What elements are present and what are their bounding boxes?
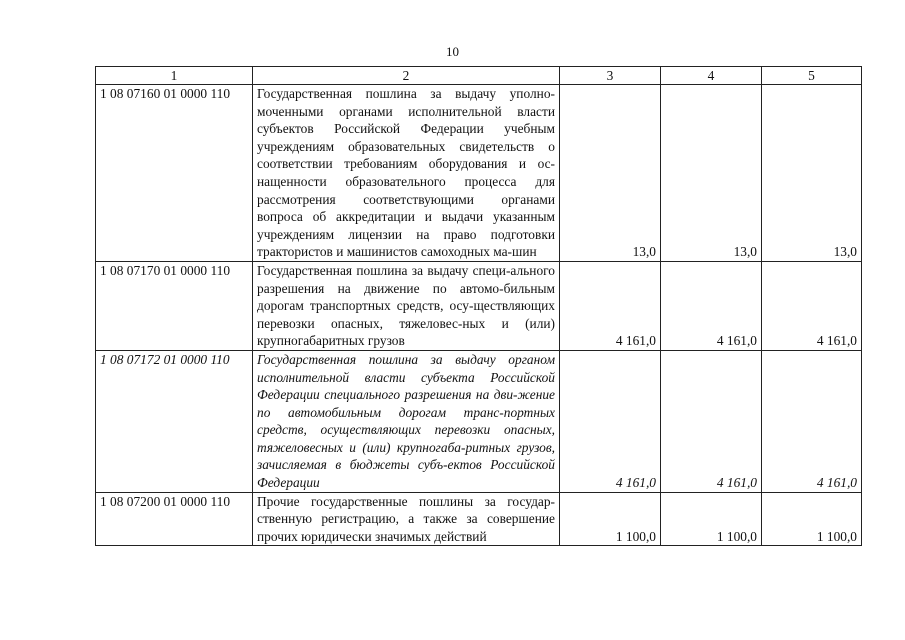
table-row [96, 492, 862, 546]
budget-code: 1 08 07172 01 0000 110 [96, 350, 253, 492]
revenue-name: Государственная пошлина за выдачу органом исполнительной власти субъекта Российской Федерации специального разрешения на дви-жение по автомобильным дорогам транс-портных средств, осуществляющих перевозки опасных, тяжеловесных и (или) крупногаба-ритных грузов, зачисляемая в бюджеты субъ-ектов Российской Федерации [253, 350, 560, 492]
revenue-name: Государственная пошлина за выдачу уполно-моченными органами исполнительной власти субъектов Российской Федерации учебным учреждениям образовательных свидетельств о соответствии требованиям оборудования и ос-нащенности образовательного процесса для рассмотрения соответствующими органами вопроса об аккредитации и выдачи указанным учреждениям лицензии на право подготовки трактористов и машинистов самоходных ма-шин [253, 85, 560, 262]
column-header-1: 1 [96, 67, 253, 85]
budget-code: 1 08 07160 01 0000 110 [96, 85, 253, 262]
table-row [96, 350, 862, 492]
column-header-5: 5 [762, 67, 862, 85]
amount-col3: 4 161,0 [560, 350, 661, 492]
amount-col5: 1 100,0 [762, 492, 862, 546]
amount-col4: 4 161,0 [661, 261, 762, 350]
budget-code: 1 08 07170 01 0000 110 [96, 261, 253, 350]
amount-col3: 4 161,0 [560, 261, 661, 350]
amount-col5: 13,0 [762, 85, 862, 262]
column-header-2: 2 [253, 67, 560, 85]
amount-col4: 13,0 [661, 85, 762, 262]
revenue-name: Государственная пошлина за выдачу специ-ального разрешения на движение по автомо-бильным дорогам транспортных средств, осу-ществляющих перевозки опасных, тяжеловес-ных и (или) крупногабаритных грузов [253, 261, 560, 350]
amount-col5: 4 161,0 [762, 261, 862, 350]
amount-col3: 1 100,0 [560, 492, 661, 546]
amount-col5: 4 161,0 [762, 350, 862, 492]
table-row [96, 85, 862, 262]
page-number: 10 [446, 44, 459, 59]
amount-col3: 13,0 [560, 85, 661, 262]
table-row [96, 261, 862, 350]
column-header-4: 4 [661, 67, 762, 85]
revenue-name: Прочие государственные пошлины за государ-ственную регистрацию, а также за совершение прочих юридически значимых действий [253, 492, 560, 546]
budget-table [95, 66, 862, 546]
column-header-3: 3 [560, 67, 661, 85]
amount-col4: 4 161,0 [661, 350, 762, 492]
table-header-row [96, 67, 862, 85]
budget-code: 1 08 07200 01 0000 110 [96, 492, 253, 546]
amount-col4: 1 100,0 [661, 492, 762, 546]
